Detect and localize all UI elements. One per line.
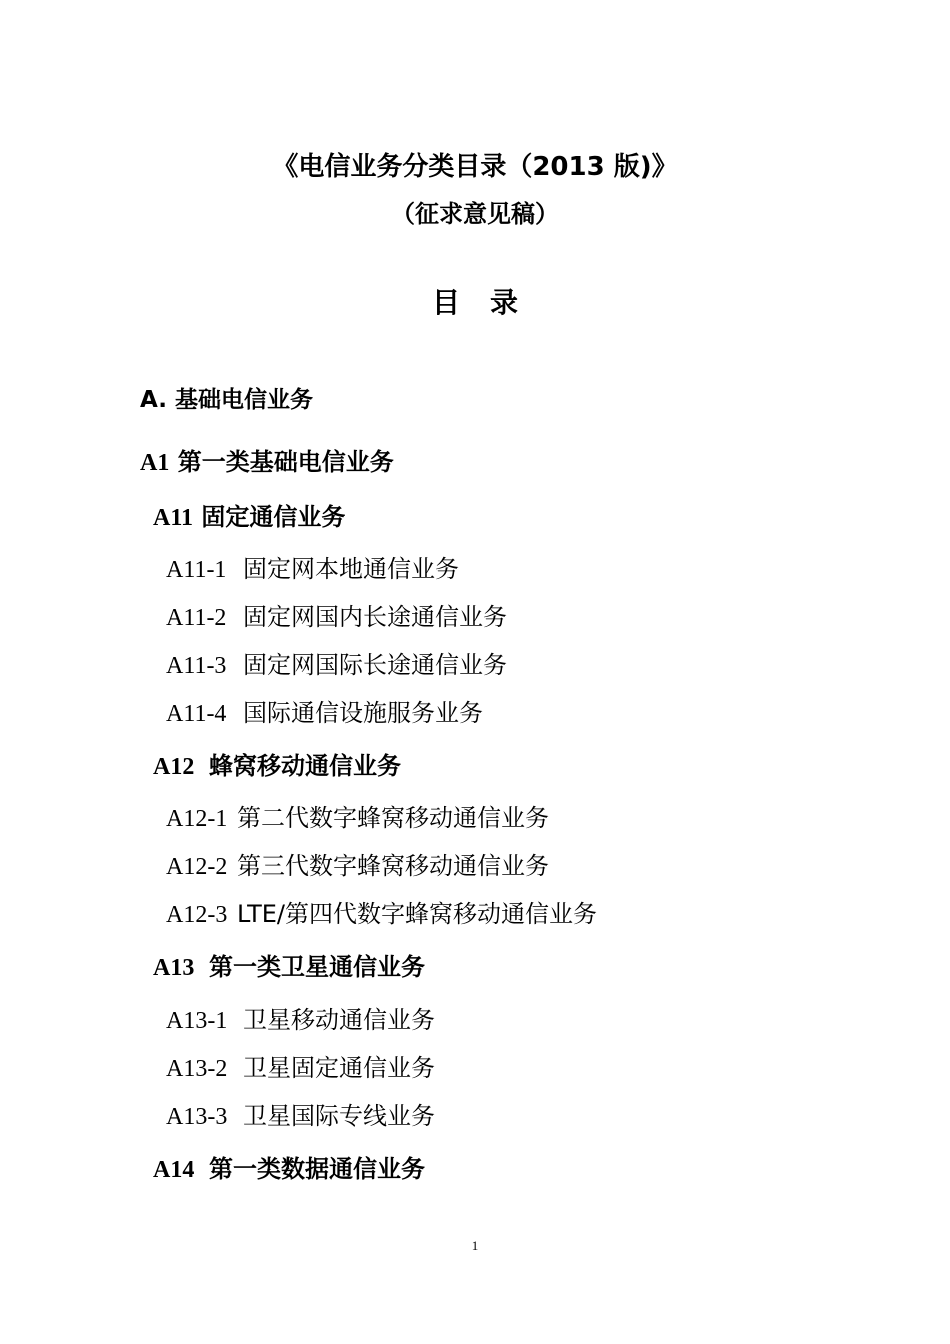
toc-code: A13-3 xyxy=(166,1104,228,1130)
document-subtitle: （征求意见稿） xyxy=(391,200,559,228)
toc-code: A13 xyxy=(153,955,195,981)
toc-label: 蜂窝移动通信业务 xyxy=(209,752,401,780)
toc-item xyxy=(166,1008,435,1033)
toc-label: 固定网国际长途通信业务 xyxy=(243,651,507,679)
toc-label: 第二代数字蜂窝移动通信业务 xyxy=(237,804,549,832)
toc-item xyxy=(166,701,483,726)
toc-label: 固定通信业务 xyxy=(201,503,346,531)
toc-code: A14 xyxy=(153,1157,195,1183)
toc-label: 国际通信设施服务业务 xyxy=(243,699,483,727)
toc-label: 第一类数据通信业务 xyxy=(209,1155,425,1183)
toc-item xyxy=(166,902,597,927)
toc-code: A13-1 xyxy=(166,1008,228,1034)
toc-subcategory-a11 xyxy=(153,505,345,530)
toc-label: 卫星移动通信业务 xyxy=(243,1006,435,1034)
toc-code: A12-2 xyxy=(166,854,228,880)
toc-item xyxy=(166,854,549,879)
toc-code: A12-3 xyxy=(166,902,228,928)
toc-label: LTE/第四代数字蜂窝移动通信业务 xyxy=(237,900,597,928)
toc-label: 第一类基础电信业务 xyxy=(177,448,394,476)
toc-item xyxy=(166,557,459,582)
toc-item xyxy=(166,1056,435,1081)
toc-label: 固定网本地通信业务 xyxy=(243,555,459,583)
toc-heading: 目录 xyxy=(431,286,548,319)
toc-code: A12-1 xyxy=(166,806,228,832)
toc-label: 卫星固定通信业务 xyxy=(243,1054,435,1082)
toc-code: A11 xyxy=(153,505,194,531)
toc-item xyxy=(166,1104,435,1129)
toc-code: A11-3 xyxy=(166,653,227,679)
toc-subcategory-a12 xyxy=(153,754,401,779)
toc-code: A11-4 xyxy=(166,701,227,727)
toc-code: A12 xyxy=(153,754,195,780)
toc-code: A11-1 xyxy=(166,557,227,583)
toc-subcategory-a13 xyxy=(153,955,425,980)
toc-code: A13-2 xyxy=(166,1056,228,1082)
toc-code: A1 xyxy=(140,450,170,476)
toc-code: A11-2 xyxy=(166,605,227,631)
toc-section-a: A. 基础电信业务 xyxy=(140,387,313,413)
toc-subcategory-a14 xyxy=(153,1157,425,1182)
toc-category-a1 xyxy=(140,450,394,475)
toc-label: 卫星国际专线业务 xyxy=(243,1102,435,1130)
toc-item xyxy=(166,605,507,630)
toc-item xyxy=(166,653,507,678)
toc-label: 第三代数字蜂窝移动通信业务 xyxy=(237,852,549,880)
toc-item xyxy=(166,806,549,831)
page-number: 1 xyxy=(471,1238,479,1253)
document-title: 《电信业务分类目录（2013 版)》 xyxy=(272,152,678,182)
toc-label: 第一类卫星通信业务 xyxy=(209,953,425,981)
toc-label: 固定网国内长途通信业务 xyxy=(243,603,507,631)
